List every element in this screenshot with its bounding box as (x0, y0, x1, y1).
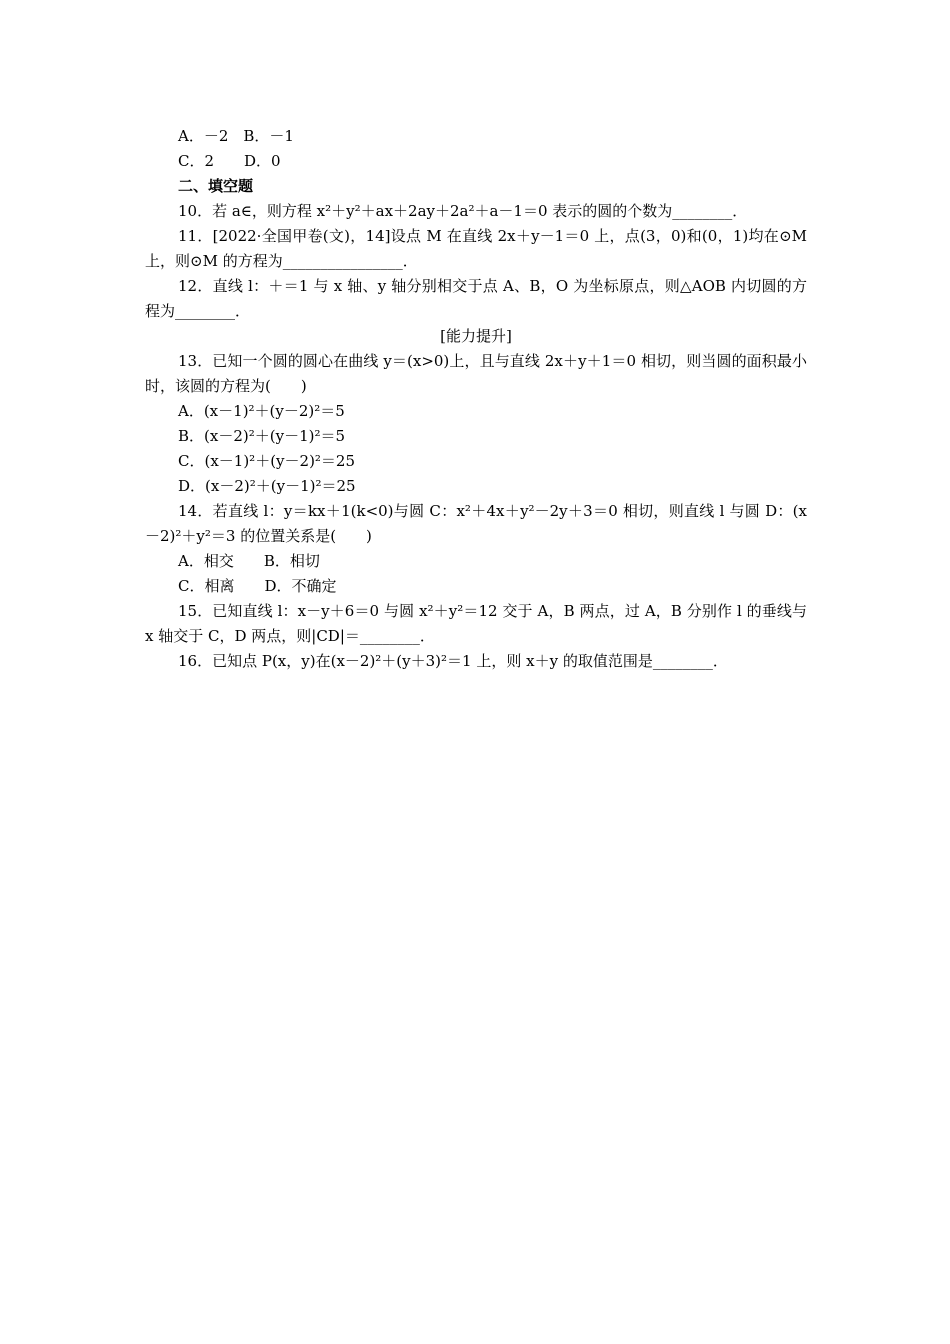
question-13: 13．已知一个圆的圆心在曲线 y＝(x>0)上，且与直线 2x＋y＋1＝0 相切，则当圆的面积最小时，该圆的方程为( ) (145, 352, 807, 395)
q13-option-b: B．(x－2)²＋(y－1)²＝5 (178, 427, 346, 445)
question-12: 12．直线 l：＋＝1 与 x 轴、y 轴分别相交于点 A、B，O 为坐标原点，则△AOB 内切圆的方程为________． (145, 277, 807, 320)
question-10: 10．若 a∈，则方程 x²＋y²＋ax＋2ay＋2a²＋a－1＝0 表示的圆的个数为________． (178, 202, 748, 220)
q9-options-ab: A．－2 B．－1 (178, 127, 294, 145)
q13-option-d: D．(x－2)²＋(y－1)²＝25 (178, 477, 356, 495)
question-11: 11．[2022·全国甲卷(文)，14]设点 M 在直线 2x＋y－1＝0 上，点(3，0)和(0，1)均在⊙M 上，则⊙M 的方程为________________． (145, 227, 807, 270)
q9-options-cd: C．2 D．0 (178, 152, 281, 170)
q14-options-ab: A．相交 B．相切 (178, 552, 320, 570)
section-heading-advanced: [能力提升] (440, 327, 512, 345)
question-16: 16．已知点 P(x，y)在(x－2)²＋(y＋3)²＝1 上，则 x＋y 的取值范围是________． (178, 652, 728, 670)
q13-option-a: A．(x－1)²＋(y－2)²＝5 (178, 402, 345, 420)
section-heading-fill-in: 二、填空题 (178, 177, 254, 195)
q14-options-cd: C．相离 D．不确定 (178, 577, 337, 595)
q13-option-c: C．(x－1)²＋(y－2)²＝25 (178, 452, 356, 470)
question-15: 15．已知直线 l：x－y＋6＝0 与圆 x²＋y²＝12 交于 A，B 两点，过 A，B 分别作 l 的垂线与 x 轴交于 C，D 两点，则|CD|＝________． (145, 602, 807, 645)
question-14: 14．若直线 l：y＝kx＋1(k<0)与圆 C：x²＋4x＋y²－2y＋3＝0 相切，则直线 l 与圆 D：(x－2)²＋y²＝3 的位置关系是( ) (145, 502, 807, 545)
document-page (145, 124, 807, 674)
